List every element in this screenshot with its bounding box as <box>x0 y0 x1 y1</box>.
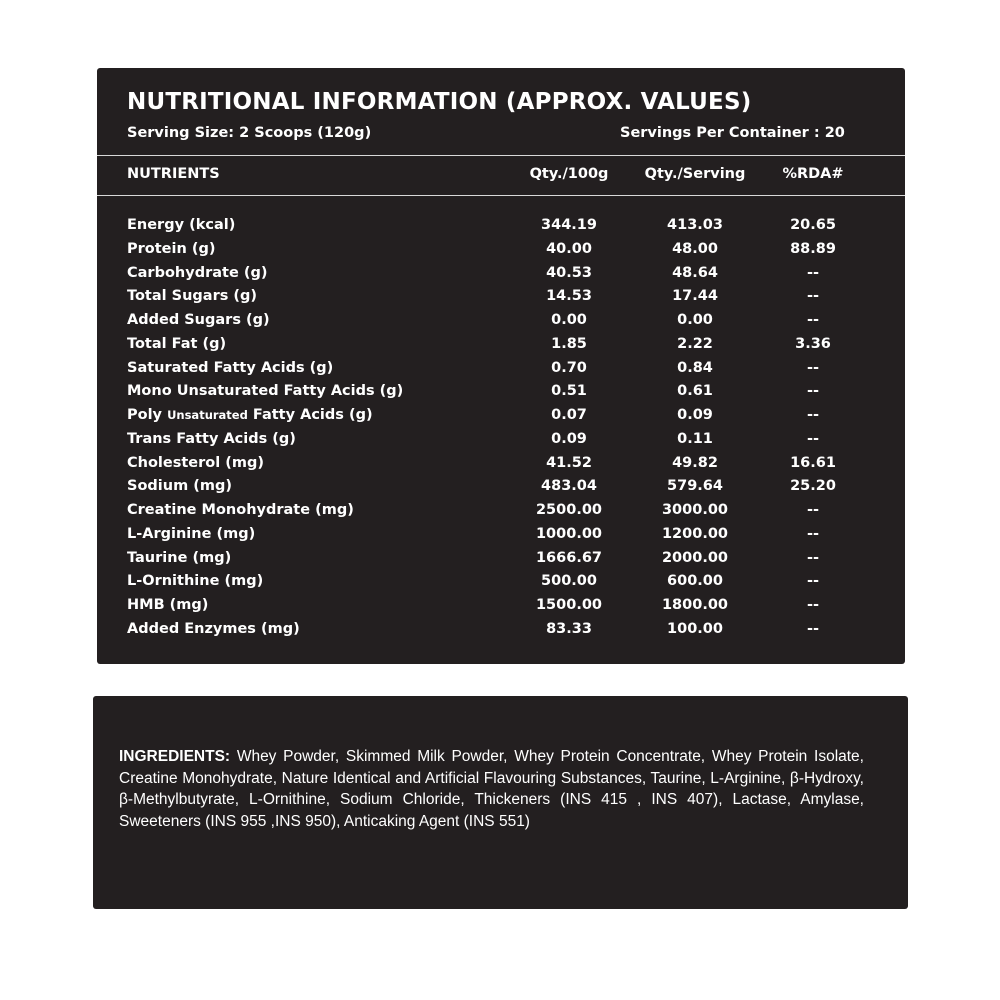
nutrient-name <box>127 407 373 423</box>
rda-percent: -- <box>806 264 820 281</box>
table-row <box>97 573 905 597</box>
table-row <box>97 241 905 265</box>
qty-per-serving: 2000.00 <box>661 549 729 566</box>
nutrient-name-prefix: Poly <box>127 407 168 423</box>
rda-percent: -- <box>806 549 820 566</box>
nutrient-name-small: Unsaturated <box>167 408 248 422</box>
nutrient-name: L-Arginine (mg) <box>127 525 256 542</box>
rda-percent: -- <box>806 359 820 376</box>
rda-percent: 16.61 <box>790 454 836 471</box>
header-divider-bottom <box>97 195 905 196</box>
rda-percent: -- <box>806 288 820 305</box>
qty-per-serving: 48.00 <box>672 240 718 257</box>
rda-percent: 88.89 <box>790 240 836 257</box>
nutrient-name: Taurine (mg) <box>127 549 232 566</box>
qty-per-100g: 0.70 <box>551 359 587 376</box>
qty-per-100g: 0.51 <box>551 383 587 400</box>
qty-per-serving: 17.44 <box>672 288 718 305</box>
nutrient-name: Added Sugars (g) <box>127 312 270 328</box>
servings-per-container: Servings Per Container : 20 <box>620 125 845 141</box>
header-divider-top <box>97 155 905 156</box>
nutrient-name: Carbohydrate (g) <box>127 264 268 281</box>
qty-per-serving: 49.82 <box>672 454 718 471</box>
nutrition-title: NUTRITIONAL INFORMATION (APPROX. VALUES) <box>127 89 752 115</box>
nutrient-table-body <box>97 217 905 645</box>
nutrient-name: Trans Fatty Acids (g) <box>127 430 296 447</box>
serving-size: Serving Size: 2 Scoops (120g) <box>127 125 372 141</box>
column-header-nutrients: NUTRIENTS <box>127 166 220 182</box>
rda-percent: -- <box>806 430 820 447</box>
table-row <box>97 336 905 360</box>
nutrient-name: Added Enzymes (mg) <box>127 620 300 637</box>
column-header-qty-100g-label: Qty./100g <box>529 166 609 182</box>
table-row <box>97 550 905 574</box>
qty-per-serving: 48.64 <box>672 264 718 281</box>
table-row <box>97 312 905 336</box>
nutrient-name: Saturated Fatty Acids (g) <box>127 359 334 376</box>
table-row <box>97 407 905 431</box>
qty-per-serving: 2.22 <box>677 335 713 352</box>
qty-per-100g: 1000.00 <box>535 525 603 542</box>
nutrient-name: Protein (g) <box>127 240 216 257</box>
qty-per-serving: 413.03 <box>667 217 723 233</box>
ingredients-text <box>119 746 864 832</box>
rda-percent: 25.20 <box>790 478 836 495</box>
table-row <box>97 217 905 241</box>
rda-percent: -- <box>806 312 820 328</box>
qty-per-serving: 0.84 <box>677 359 713 376</box>
column-header-qty-serving-label: Qty./Serving <box>644 166 746 182</box>
qty-per-100g: 40.53 <box>546 264 592 281</box>
rda-percent: -- <box>806 620 820 637</box>
ingredients-list: Whey Powder, Skimmed Milk Powder, Whey Protein Concentrate, Whey Protein Isolate, Creatine Monohydrate, Nature Identical and Artificial Flavouring Substances, Taurine, L-Arginine, β-Hydroxy, β-Methylbutyrate, L-Ornithine, Sodium Chloride, Thickeners (INS 415 , INS 407), Lactase, Amylase, Sweeteners (INS 955 ,INS 950), Anticaking Agent (INS 551) <box>119 748 864 830</box>
qty-per-100g: 41.52 <box>546 454 592 471</box>
nutrient-name-suffix: Fatty Acids (g) <box>247 407 373 423</box>
qty-per-100g: 344.19 <box>541 217 597 233</box>
rda-percent: -- <box>806 597 820 613</box>
table-row <box>97 502 905 526</box>
ingredients-label: INGREDIENTS: <box>119 748 231 765</box>
nutrient-name: Mono Unsaturated Fatty Acids (g) <box>127 383 404 400</box>
qty-per-100g: 1500.00 <box>535 597 603 613</box>
rda-percent: -- <box>806 383 820 400</box>
table-row <box>97 431 905 455</box>
table-row <box>97 288 905 312</box>
nutrient-name: Creatine Monohydrate (mg) <box>127 502 354 518</box>
qty-per-serving: 0.00 <box>677 312 713 328</box>
nutrient-name: Energy (kcal) <box>127 217 236 233</box>
qty-per-100g: 0.07 <box>551 407 587 423</box>
table-row <box>97 265 905 289</box>
rda-percent: 3.36 <box>795 335 831 352</box>
qty-per-100g: 0.00 <box>551 312 587 328</box>
nutrient-name: Cholesterol (mg) <box>127 454 264 471</box>
table-row <box>97 360 905 384</box>
qty-per-100g: 483.04 <box>541 478 597 495</box>
qty-per-100g: 40.00 <box>546 240 592 257</box>
table-row <box>97 621 905 645</box>
qty-per-100g: 2500.00 <box>535 502 603 518</box>
qty-per-serving: 1200.00 <box>661 525 729 542</box>
nutrient-name: Total Fat (g) <box>127 335 227 352</box>
nutrient-name: Sodium (mg) <box>127 478 232 495</box>
table-row <box>97 597 905 621</box>
table-row <box>97 383 905 407</box>
qty-per-serving: 0.61 <box>677 383 713 400</box>
column-header-rda-label: %RDA# <box>782 166 844 182</box>
table-row <box>97 478 905 502</box>
rda-percent: -- <box>806 407 820 423</box>
table-row <box>97 455 905 479</box>
qty-per-serving: 579.64 <box>667 478 723 495</box>
qty-per-100g: 83.33 <box>546 620 592 637</box>
nutrient-name: L-Ornithine (mg) <box>127 573 264 590</box>
qty-per-100g: 1.85 <box>551 335 587 352</box>
nutrition-facts-panel <box>97 68 905 664</box>
qty-per-serving: 1800.00 <box>661 597 729 613</box>
qty-per-serving: 600.00 <box>667 573 723 590</box>
rda-percent: 20.65 <box>790 217 836 233</box>
table-row <box>97 526 905 550</box>
nutrient-name: HMB (mg) <box>127 597 209 613</box>
rda-percent: -- <box>806 502 820 518</box>
qty-per-serving: 0.09 <box>677 407 713 423</box>
qty-per-serving: 100.00 <box>667 620 723 637</box>
qty-per-serving: 0.11 <box>677 430 713 447</box>
qty-per-100g: 0.09 <box>551 430 587 447</box>
rda-percent: -- <box>806 525 820 542</box>
ingredients-panel <box>93 696 908 909</box>
nutrient-name: Total Sugars (g) <box>127 288 258 305</box>
qty-per-100g: 14.53 <box>546 288 592 305</box>
rda-percent: -- <box>806 573 820 590</box>
qty-per-serving: 3000.00 <box>661 502 729 518</box>
qty-per-100g: 500.00 <box>541 573 597 590</box>
qty-per-100g: 1666.67 <box>535 549 603 566</box>
